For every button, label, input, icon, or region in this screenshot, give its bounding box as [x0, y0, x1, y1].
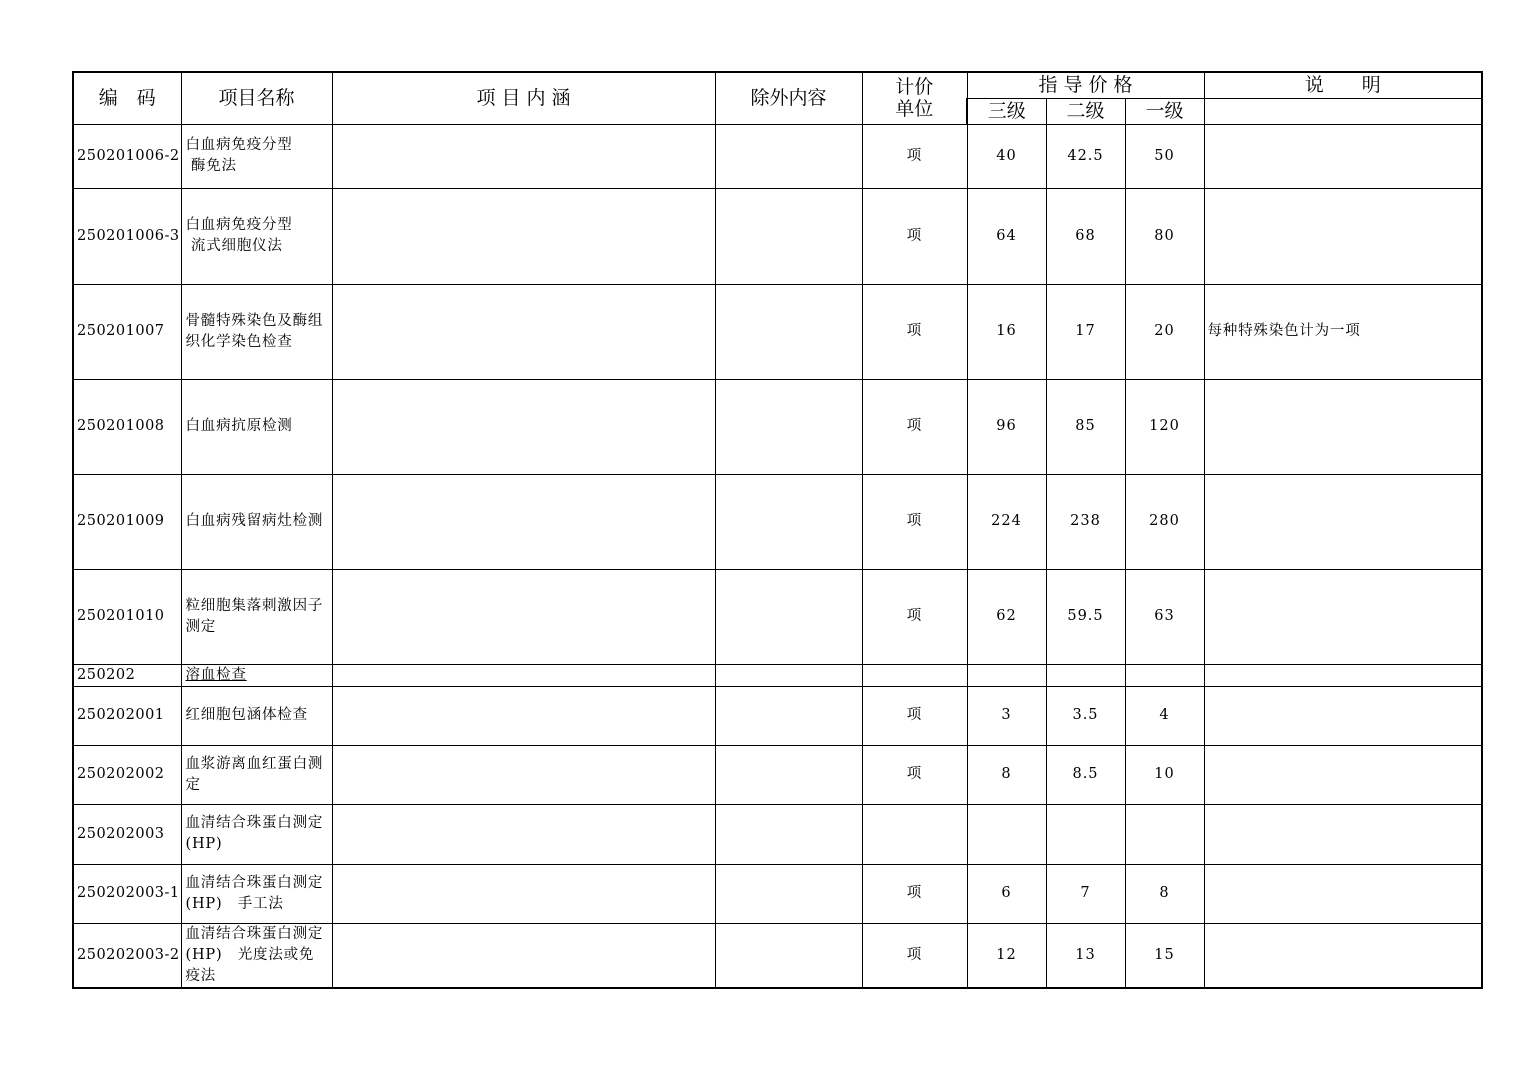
cell-content [332, 923, 715, 988]
cell-except [715, 474, 862, 569]
cell-name: 血清结合珠蛋白测定(HP) 手工法 [181, 864, 332, 923]
cell-except [715, 923, 862, 988]
table-row [73, 284, 1482, 379]
header-except: 除外内容 [715, 72, 862, 124]
table-row [73, 923, 1482, 988]
cell-code: 250202 [73, 664, 181, 686]
cell-price-level3 [967, 804, 1046, 864]
cell-except [715, 804, 862, 864]
cell-price-level2: 238 [1046, 474, 1125, 569]
cell-name: 红细胞包涵体检查 [181, 686, 332, 745]
header-unit: 计价 单位 [862, 72, 967, 124]
cell-price-level3: 40 [967, 124, 1046, 188]
cell-unit: 项 [862, 745, 967, 804]
section-title: 溶血检查 [185, 666, 247, 683]
cell-content [332, 379, 715, 474]
cell-content [332, 686, 715, 745]
cell-code: 250202002 [73, 745, 181, 804]
cell-price-level3: 224 [967, 474, 1046, 569]
cell-unit: 项 [862, 569, 967, 664]
cell-note [1204, 664, 1482, 686]
table-row [73, 379, 1482, 474]
cell-note [1204, 124, 1482, 188]
cell-except [715, 664, 862, 686]
cell-price-level1: 8 [1125, 864, 1204, 923]
cell-unit [862, 664, 967, 686]
cell-note [1204, 864, 1482, 923]
header-note: 说 明 [1204, 72, 1482, 98]
table-row [73, 188, 1482, 284]
cell-price-level2 [1046, 664, 1125, 686]
cell-unit: 项 [862, 379, 967, 474]
cell-name: 血清结合珠蛋白测定(HP) [181, 804, 332, 864]
cell-price-level2: 3.5 [1046, 686, 1125, 745]
cell-price-level1: 120 [1125, 379, 1204, 474]
cell-price-level1: 10 [1125, 745, 1204, 804]
cell-note [1204, 188, 1482, 284]
table-row [73, 864, 1482, 923]
cell-code: 250201008 [73, 379, 181, 474]
cell-price-level1: 280 [1125, 474, 1204, 569]
cell-note [1204, 474, 1482, 569]
cell-price-level2: 68 [1046, 188, 1125, 284]
cell-content [332, 745, 715, 804]
cell-except [715, 124, 862, 188]
cell-except [715, 864, 862, 923]
header-level3: 三级 [967, 98, 1046, 124]
cell-price-level1: 63 [1125, 569, 1204, 664]
cell-price-level3 [967, 664, 1046, 686]
cell-except [715, 379, 862, 474]
cell-price-level2: 7 [1046, 864, 1125, 923]
cell-code: 250202003-2 [73, 923, 181, 988]
table-row [73, 745, 1482, 804]
cell-unit: 项 [862, 923, 967, 988]
cell-unit: 项 [862, 686, 967, 745]
cell-name: 血清结合珠蛋白测定(HP) 光度法或免疫法 [181, 923, 332, 988]
cell-note [1204, 923, 1482, 988]
header-level2: 二级 [1046, 98, 1125, 124]
cell-except [715, 686, 862, 745]
cell-note [1204, 686, 1482, 745]
cell-content [332, 664, 715, 686]
cell-price-level1: 80 [1125, 188, 1204, 284]
cell-content [332, 569, 715, 664]
cell-unit: 项 [862, 284, 967, 379]
header-note-sub [1204, 98, 1482, 124]
cell-price-level2 [1046, 804, 1125, 864]
cell-price-level3: 62 [967, 569, 1046, 664]
cell-code: 250201006-2 [73, 124, 181, 188]
cell-code: 250202001 [73, 686, 181, 745]
price-table [72, 71, 1483, 989]
cell-price-level3: 8 [967, 745, 1046, 804]
cell-except [715, 188, 862, 284]
cell-name: 白血病抗原检测 [181, 379, 332, 474]
cell-price-level3: 16 [967, 284, 1046, 379]
cell-content [332, 804, 715, 864]
cell-name: 粒细胞集落刺激因子测定 [181, 569, 332, 664]
header-name: 项目名称 [181, 72, 332, 124]
cell-note: 每种特殊染色计为一项 [1204, 284, 1482, 379]
cell-price-level2: 8.5 [1046, 745, 1125, 804]
header-level1: 一级 [1125, 98, 1204, 124]
cell-name: 白血病免疫分型 流式细胞仪法 [181, 188, 332, 284]
cell-price-level2: 85 [1046, 379, 1125, 474]
table-row [73, 474, 1482, 569]
cell-content [332, 188, 715, 284]
cell-note [1204, 569, 1482, 664]
table-row [73, 686, 1482, 745]
cell-except [715, 284, 862, 379]
header-price-group: 指 导 价 格 [967, 72, 1204, 98]
section-row [73, 664, 1482, 686]
cell-name [181, 664, 332, 686]
table-row [73, 569, 1482, 664]
cell-code: 250201010 [73, 569, 181, 664]
cell-except [715, 745, 862, 804]
cell-name: 白血病免疫分型 酶免法 [181, 124, 332, 188]
header-content: 项 目 内 涵 [332, 72, 715, 124]
table-row [73, 124, 1482, 188]
cell-unit [862, 804, 967, 864]
cell-price-level1 [1125, 664, 1204, 686]
cell-content [332, 284, 715, 379]
cell-note [1204, 379, 1482, 474]
cell-price-level3: 96 [967, 379, 1046, 474]
cell-price-level3: 3 [967, 686, 1046, 745]
cell-except [715, 569, 862, 664]
cell-price-level1: 15 [1125, 923, 1204, 988]
cell-price-level1 [1125, 804, 1204, 864]
cell-price-level3: 64 [967, 188, 1046, 284]
cell-name: 血浆游离血红蛋白测定 [181, 745, 332, 804]
cell-price-level3: 6 [967, 864, 1046, 923]
cell-price-level1: 20 [1125, 284, 1204, 379]
cell-price-level3: 12 [967, 923, 1046, 988]
cell-name: 骨髓特殊染色及酶组织化学染色检查 [181, 284, 332, 379]
cell-code: 250201007 [73, 284, 181, 379]
cell-name: 白血病残留病灶检测 [181, 474, 332, 569]
table-body [73, 124, 1482, 988]
cell-unit: 项 [862, 864, 967, 923]
table-row [73, 804, 1482, 864]
cell-content [332, 124, 715, 188]
cell-content [332, 474, 715, 569]
cell-price-level2: 42.5 [1046, 124, 1125, 188]
cell-code: 250202003 [73, 804, 181, 864]
cell-content [332, 864, 715, 923]
cell-code: 250202003-1 [73, 864, 181, 923]
cell-price-level2: 13 [1046, 923, 1125, 988]
cell-code: 250201009 [73, 474, 181, 569]
cell-unit: 项 [862, 124, 967, 188]
cell-price-level1: 4 [1125, 686, 1204, 745]
cell-note [1204, 804, 1482, 864]
cell-unit: 项 [862, 188, 967, 284]
cell-unit: 项 [862, 474, 967, 569]
cell-code: 250201006-3 [73, 188, 181, 284]
header-code: 编 码 [73, 72, 181, 124]
cell-price-level2: 17 [1046, 284, 1125, 379]
cell-note [1204, 745, 1482, 804]
cell-price-level1: 50 [1125, 124, 1204, 188]
cell-price-level2: 59.5 [1046, 569, 1125, 664]
